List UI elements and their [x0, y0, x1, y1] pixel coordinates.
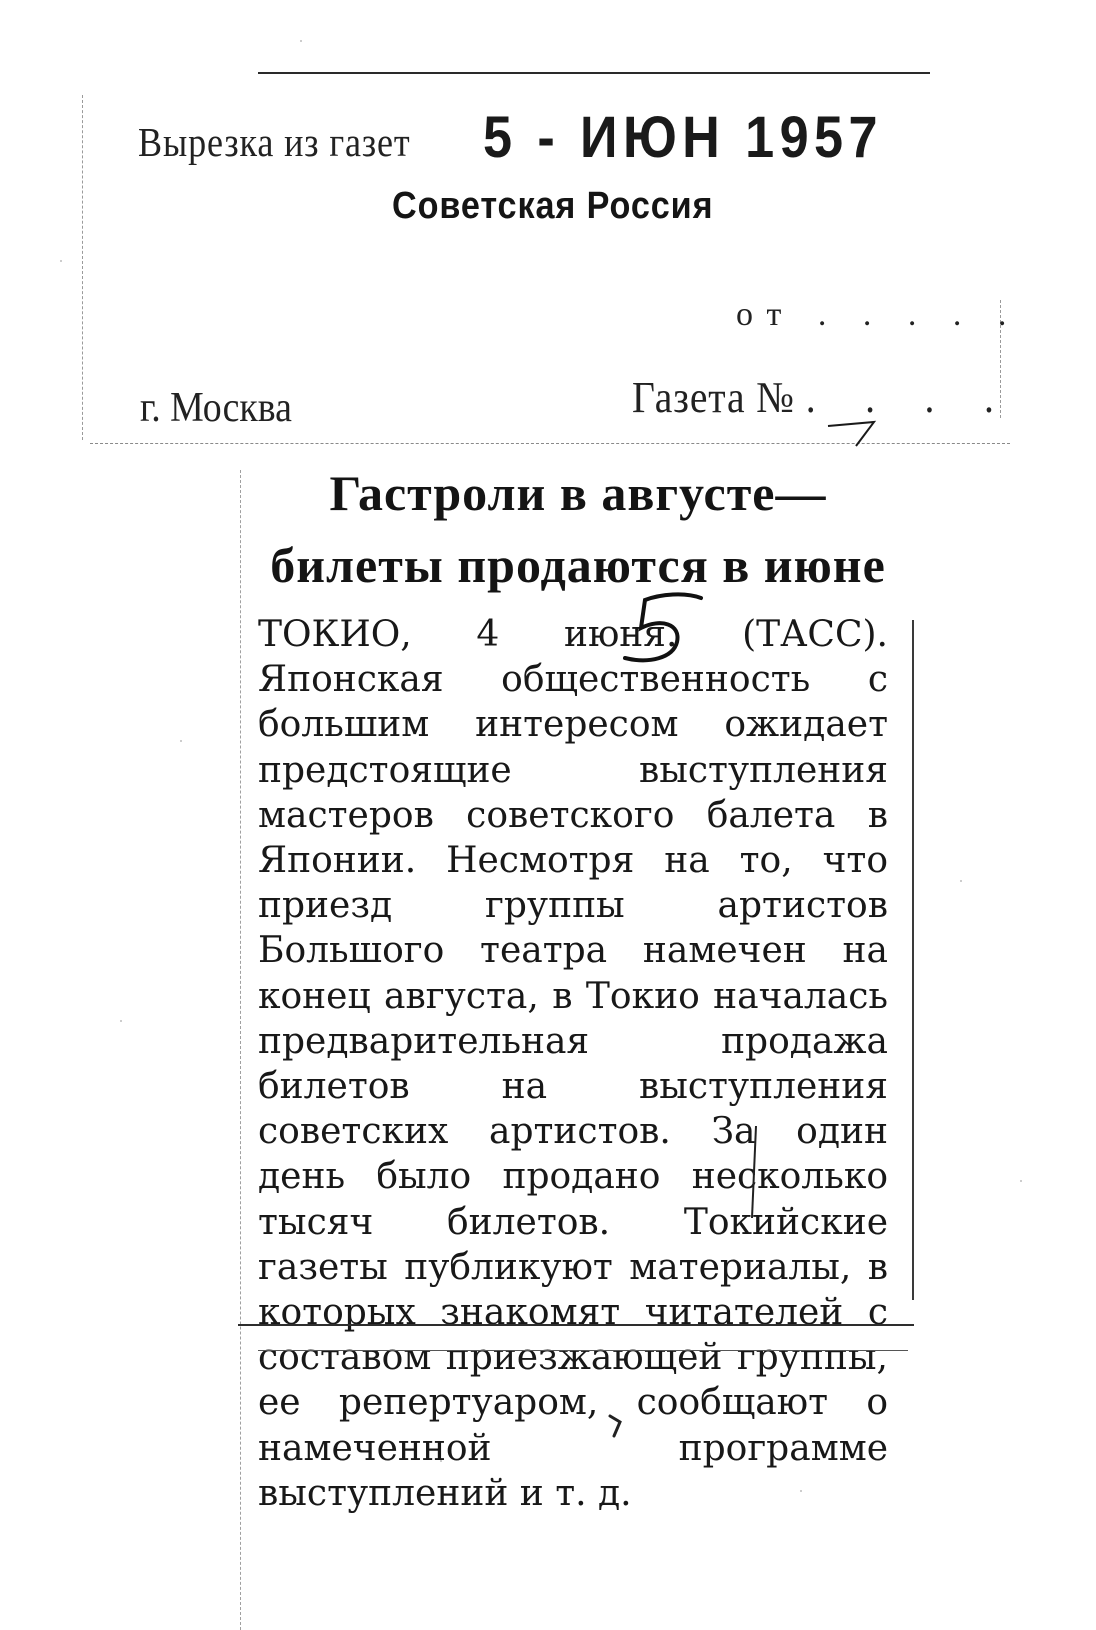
pen-stroke-mark: [826, 420, 878, 450]
clipping-right-edge: [912, 620, 914, 1300]
clipping-left-edge: [240, 470, 241, 1630]
article-headline-line2: билеты продаются в июне: [270, 537, 886, 593]
scan-speck: [300, 40, 302, 42]
stamp-top-rule: [258, 72, 930, 74]
article-headline-line1: Гастроли в августе—: [329, 465, 827, 521]
city-field: г. Москва: [140, 385, 292, 431]
clipping-label: Вырезка из газет: [138, 119, 411, 165]
newspaper-name: Советская Россия: [392, 185, 714, 227]
scan-speck: [60, 260, 62, 262]
issue-field: [632, 372, 1014, 423]
issue-dots: . . . .: [805, 373, 1014, 422]
ink-blot-mark: [604, 1412, 630, 1440]
scan-speck: [1020, 1180, 1022, 1182]
from-label: от: [736, 296, 796, 333]
from-field: [736, 296, 1020, 334]
article-body: ТОКИО, 4 июня. (ТАСС). Японская общественность с большим интересом ожидает предстоящие выступления мастеров советского балета в Японии. Несмотря на то, что приезд группы артистов Большого театра намечен на конец августа, в Токио началась предварительная продажа билетов на выступления советских артистов. За один день было продано несколько тысяч билетов. Токийские газеты публикуют материалы, в которых знакомят читателей с составом приезжающей группы, ее репертуаром, сообщают о намеченной программе выступлений и т. д.: [258, 614, 888, 1514]
handwritten-five-mark: [615, 588, 707, 668]
stamp-left-edge: [82, 95, 83, 440]
scan-speck: [120, 1020, 122, 1022]
clipping-date: 5 - ИЮН 1957: [483, 105, 883, 170]
clipping-bottom-rule-secondary: [258, 1350, 908, 1351]
scan-speck: [960, 880, 962, 882]
from-dots: . . . . .: [817, 296, 1021, 333]
issue-label: Газета №: [632, 373, 795, 422]
pen-correction-mark: [738, 1122, 778, 1222]
scan-speck: [180, 740, 182, 742]
clipping-bottom-rule: [238, 1324, 914, 1326]
